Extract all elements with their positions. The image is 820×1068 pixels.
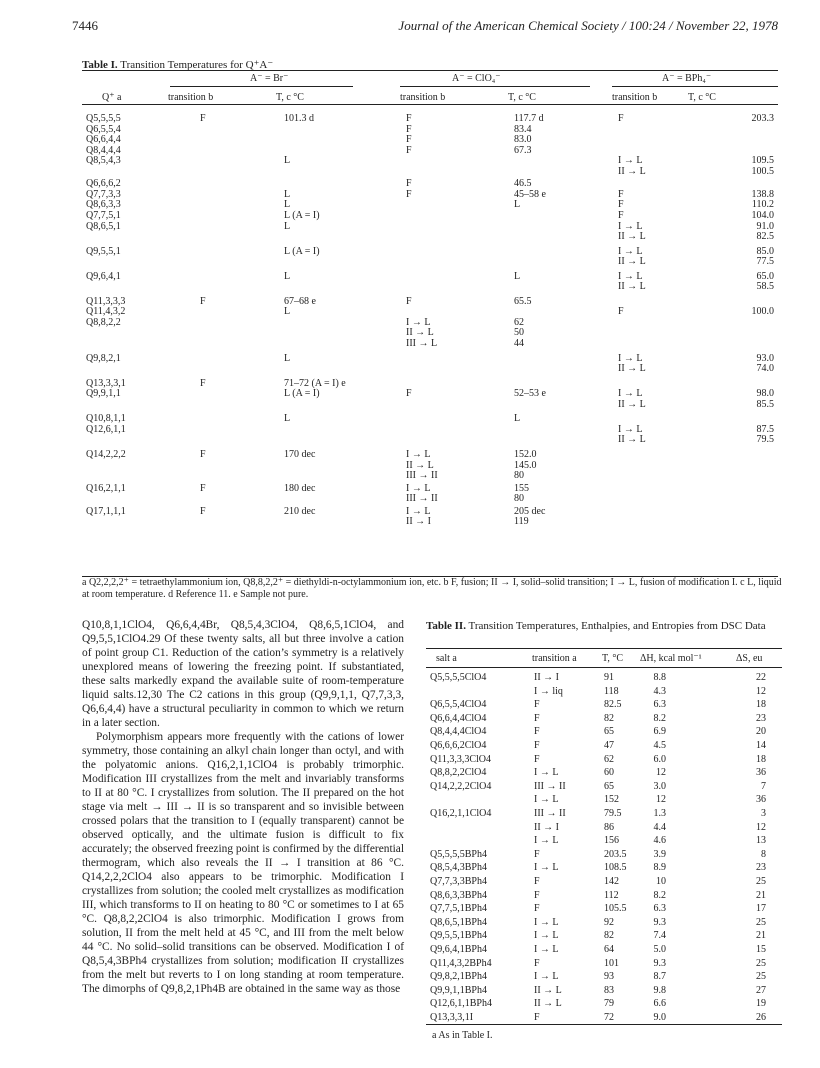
table1-bph4-temp: 65.0 (756, 270, 774, 282)
table2-col-header: salt a (436, 653, 457, 664)
table2-caption (426, 620, 780, 633)
table2-transition: III → II (534, 808, 566, 819)
table1-clo4-temp: L (514, 413, 521, 425)
table1-clo4-temp: 155 (514, 482, 529, 494)
table1-group-header: A⁻ = Br⁻ (250, 73, 289, 84)
table1-clo4-temp: 50 (514, 327, 524, 339)
table2-transition: II → L (534, 984, 562, 996)
table1-br-transition: F (200, 113, 206, 124)
table2-enthalpy: 6.6 (653, 998, 666, 1010)
table2-entropy: 21 (756, 930, 766, 942)
table1-bph4-transition: I → L (618, 245, 643, 257)
body-paragraph-2: Polymorphism appears more frequently with the cations of lower symmetry, those containing an alkyl chain longer than octyl, and with the polyatomic anions. Q16,2,1,1ClO4 is probably trimorphic. Modification III crystallizes from the melt and invariably transforms to II at 80 °C. I crystallizes from solution. The II prepared on the hot stage via melt → III → II is so transparent and so invisible between crossed polars that the transition to I (equally transparent) cannot be observed optically, and the ultimate fusion is difficult to fix accurately; the observed freezing point is confirmed by the differential thermogram, which also reveals the II → I transition at 86 °C. Q14,2,2,2ClO4 also appears to be trimorphic. Modification I crystallizes from solution; the cooled melt crystallizes as modification III, which transforms to II on heating to 80 °C or sometimes to I at 65 °C. Q8,8,2,2ClO4 is also trimorphic. Modification I grows from solution, II from the melt held at 45 °C, and III from the melt below 44 °C. No solid–solid transitions can be observed. Modification I of Q8,5,4,3BPh4 crystallizes from solution; modification II crystallizes from the melt but reverts to I on long standing at room temperature. The dimorphs of Q9,8,2,1Ph4B are obtained in the same way as those (82, 731, 404, 995)
table2-enthalpy: 3.9 (653, 848, 666, 860)
table1-br-temp: L (284, 352, 291, 364)
table2-transition: F (534, 753, 540, 765)
table2-transition: F (534, 957, 540, 969)
table1-group-rule (612, 86, 778, 87)
table2-entropy: 15 (756, 944, 766, 955)
table2-temp: 79 (604, 998, 614, 1010)
table2-entropy: 27 (756, 984, 766, 996)
table1-bph4-temp: 85.5 (756, 398, 774, 410)
table2-transition: F (534, 889, 540, 901)
table1-clo4-transition: F (406, 388, 412, 400)
table2-enthalpy: 5.0 (653, 944, 666, 955)
table1-clo4-transition: II → I (406, 516, 431, 528)
table1-br-transition: F (200, 448, 206, 460)
table1-clo4-temp: 80 (514, 470, 524, 482)
table1 (82, 70, 778, 577)
table2-temp: 64 (604, 944, 614, 955)
table1-br-temp: L (A = I) (284, 245, 320, 257)
table2-transition: I → L (534, 794, 559, 806)
table1-bph4-transition: F (618, 306, 624, 318)
table1-title: Transition Temperatures for Q⁺A⁻ (120, 59, 274, 71)
table2-salt: Q11,4,3,2BPh4 (430, 957, 492, 969)
table2-entropy: 36 (756, 794, 766, 806)
table2-transition: I → L (534, 944, 559, 955)
table2-entropy: 21 (756, 889, 766, 901)
table1-bph4-temp: 110.2 (751, 199, 774, 211)
table1-br-transition: F (200, 505, 206, 517)
table1-header-rule (82, 104, 778, 105)
table2-title: Transition Temperatures, Enthalpies, and Entropies from DSC Data (468, 620, 766, 632)
table2-transition: I → L (534, 862, 559, 874)
table2-enthalpy: 3.0 (653, 780, 666, 792)
table1-bph4-temp: 138.8 (751, 188, 774, 200)
table1-bph4-transition: F (618, 188, 624, 200)
table1-clo4-temp: L (514, 270, 521, 282)
table2-temp: 47 (604, 740, 614, 751)
table2-enthalpy: 9.3 (653, 916, 666, 928)
table1-clo4-temp: 119 (514, 516, 529, 528)
table1-bph4-temp: 104.0 (751, 209, 774, 221)
table2-temp: 93 (604, 971, 614, 983)
table1-bph4-transition: II → L (618, 281, 646, 293)
table1-clo4-temp: 145.0 (514, 459, 537, 471)
table2-enthalpy: 4.6 (653, 835, 666, 847)
table1-bph4-temp: 79.5 (756, 434, 774, 446)
table2-transition: F (534, 712, 540, 724)
table2-temp: 108.5 (604, 862, 627, 874)
table1-cation: Q6,5,5,4 (86, 123, 121, 135)
table2-entropy: 20 (756, 726, 766, 738)
table2-salt: Q11,3,3,3ClO4 (430, 753, 492, 765)
table2-transition: F (534, 848, 540, 860)
table1-col-transition: transition b (612, 92, 658, 103)
table1-bph4-temp: 109.5 (751, 155, 774, 167)
table2-temp: 92 (604, 916, 614, 928)
table2-header-rule (426, 667, 782, 668)
table1-col-temp: T, c °C (688, 92, 716, 103)
table1-clo4-temp: 67.3 (514, 144, 532, 156)
table2-enthalpy: 8.8 (653, 672, 666, 683)
table2-transition: F (534, 903, 540, 915)
table2-enthalpy: 4.3 (653, 685, 666, 697)
table2-salt: Q7,7,5,1BPh4 (430, 903, 487, 915)
table2-transition: III → II (534, 780, 566, 792)
table1-clo4-temp: 45–58 e (514, 188, 546, 200)
table2-salt: Q8,4,4,4ClO4 (430, 726, 487, 738)
table1-clo4-temp: 83.4 (514, 123, 532, 135)
table2-salt: Q6,6,4,4ClO4 (430, 712, 487, 724)
table1-col-temp: T, c °C (508, 92, 536, 103)
table2-entropy: 23 (756, 862, 766, 874)
table2-transition: F (534, 740, 540, 751)
table2-entropy: 25 (756, 876, 766, 887)
table2-temp: 118 (604, 685, 619, 697)
table2-temp: 82.5 (604, 699, 622, 711)
table2-enthalpy: 8.2 (653, 889, 666, 901)
table2-entropy: 25 (756, 971, 766, 983)
table1-br-temp: 180 dec (284, 482, 316, 494)
table2-transition: II → I (534, 821, 559, 833)
table1-clo4-transition: F (406, 134, 412, 146)
table2-temp: 203.5 (604, 848, 627, 860)
table2-temp: 101 (604, 957, 619, 969)
table2-salt: Q9,5,5,1BPh4 (430, 930, 487, 942)
table1-clo4-transition: F (406, 123, 412, 135)
table2-entropy: 3 (761, 808, 766, 819)
table1-br-temp: L (284, 270, 291, 282)
table1-cation: Q8,4,4,4 (86, 144, 121, 156)
table2-temp: 62 (604, 753, 614, 765)
table1-clo4-transition: II → L (406, 459, 434, 471)
table2-col-header: T, °C (602, 653, 624, 664)
table2-temp: 105.5 (604, 903, 627, 915)
table2-salt: Q16,2,1,1ClO4 (430, 808, 492, 819)
table2-transition: I → L (534, 916, 559, 928)
table1-clo4-transition: I → L (406, 482, 431, 494)
table1-cation: Q6,6,4,4 (86, 134, 121, 146)
table1-bph4-temp: 91.0 (756, 220, 774, 232)
table1-bph4-transition: I → L (618, 270, 643, 282)
table1-br-temp: 67–68 e (284, 295, 316, 307)
table2-temp: 83 (604, 984, 614, 996)
table2-entropy: 17 (756, 903, 766, 915)
table1-bph4-transition: I → L (618, 352, 643, 364)
table2-entropy: 18 (756, 699, 766, 711)
table2-salt: Q8,6,3,3BPh4 (430, 889, 487, 901)
table1-bph4-transition: II → L (618, 434, 646, 446)
table1-bph4-temp: 100.0 (751, 306, 774, 318)
table2-salt: Q12,6,1,1BPh4 (430, 998, 492, 1010)
table1-bph4-transition: II → L (618, 256, 646, 268)
table1-clo4-transition: F (406, 113, 412, 124)
body-text (82, 618, 404, 996)
table1-footnote: a Q2,2,2,2⁺ = tetraethylammonium ion, Q8,8,2,2⁺ = diethyldi-n-octylammonium ion, etc. b F, fusion; II → I, solid–solid transition; I → L, fusion of modification I. c L, liquid at room temperature. d Reference 11. e Sample not pure. (82, 577, 782, 600)
table2-transition: II → I (534, 672, 559, 683)
table2-salt: Q9,6,4,1BPh4 (430, 944, 487, 955)
table1-clo4-temp: 83.0 (514, 134, 532, 146)
running-header: Journal of the American Chemical Society / 100:24 / November 22, 1978 (398, 18, 778, 33)
table2-enthalpy: 9.0 (653, 1012, 666, 1023)
table2-enthalpy: 4.4 (653, 821, 666, 833)
table1-bph4-transition: I → L (618, 388, 643, 400)
table1-br-temp: L (284, 220, 291, 232)
table2-salt: Q6,5,5,4ClO4 (430, 699, 487, 711)
table2-entropy: 12 (756, 685, 766, 697)
table1-clo4-transition: I → L (406, 316, 431, 328)
table2 (426, 648, 782, 1025)
table1-clo4-transition: F (406, 144, 412, 156)
table2-transition: I → liq (534, 685, 563, 697)
table2-entropy: 12 (756, 821, 766, 833)
table1-br-temp: 71–72 (A = I) e (284, 377, 346, 389)
table1-cation: Q8,5,4,3 (86, 155, 121, 167)
table2-col-header: ΔH, kcal mol⁻¹ (640, 653, 702, 664)
table2-enthalpy: 6.3 (653, 699, 666, 711)
table1-br-temp: L (A = I) (284, 209, 320, 221)
table1-clo4-transition: F (406, 188, 412, 200)
table2-label: Table II. (426, 620, 466, 632)
table1-group-rule (400, 86, 590, 87)
table1-cation: Q8,8,2,2 (86, 316, 121, 328)
table2-transition: F (534, 876, 540, 887)
table2-salt: Q7,7,3,3BPh4 (430, 876, 487, 887)
table2-temp: 65 (604, 780, 614, 792)
table1-bph4-transition: II → L (618, 363, 646, 375)
table2-salt: Q8,5,4,3BPh4 (430, 862, 487, 874)
table2-salt: Q5,5,5,5BPh4 (430, 848, 487, 860)
table1-clo4-temp: 52–53 e (514, 388, 546, 400)
table1-clo4-transition: III → L (406, 338, 438, 349)
table2-enthalpy: 12 (656, 794, 666, 806)
table1-bph4-transition: F (618, 199, 624, 211)
table1-clo4-transition: F (406, 178, 412, 190)
table2-temp: 112 (604, 889, 619, 901)
table1-clo4-temp: 46.5 (514, 178, 532, 190)
table1-bph4-temp: 93.0 (756, 352, 774, 364)
table1-group-header: A⁻ = ClO₄⁻ (452, 73, 501, 84)
table1-clo4-temp: 44 (514, 338, 524, 349)
table2-enthalpy: 9.3 (653, 957, 666, 969)
table1-bph4-transition: II → L (618, 398, 646, 410)
table1-cation: Q17,1,1,1 (86, 505, 126, 517)
table1-cation: Q9,9,1,1 (86, 388, 121, 400)
table1-group-header: A⁻ = BPh₄⁻ (662, 73, 712, 84)
table2-col-header: transition a (532, 653, 577, 664)
table2-entropy: 23 (756, 712, 766, 724)
table2-entropy: 7 (761, 780, 766, 792)
table1-bph4-temp: 100.5 (751, 165, 774, 177)
table1-cation: Q16,2,1,1 (86, 482, 126, 494)
table1-cation: Q11,4,3,2 (86, 306, 126, 318)
table1-br-transition: F (200, 482, 206, 494)
table2-enthalpy: 8.2 (653, 712, 666, 724)
table1-cation: Q9,8,2,1 (86, 352, 121, 364)
table2-enthalpy: 6.0 (653, 753, 666, 765)
table1-br-temp: L (284, 199, 291, 211)
table2-salt: Q14,2,2,2ClO4 (430, 780, 492, 792)
table1-br-temp: L (284, 188, 291, 200)
table1-bph4-temp: 98.0 (756, 388, 774, 400)
table2-entropy: 26 (756, 1012, 766, 1023)
table2-entropy: 22 (756, 672, 766, 683)
table2-temp: 60 (604, 767, 614, 779)
table1-bph4-transition: II → L (618, 165, 646, 177)
table1-bph4-temp: 74.0 (756, 363, 774, 375)
table2-footnote: a As in Table I. (432, 1030, 493, 1041)
table2-enthalpy: 12 (656, 767, 666, 779)
table2-enthalpy: 8.7 (653, 971, 666, 983)
table2-salt: Q5,5,5,5ClO4 (430, 672, 487, 683)
table2-col-header: ΔS, eu (736, 653, 763, 664)
table1-clo4-temp: L (514, 199, 521, 211)
table2-entropy: 18 (756, 753, 766, 765)
table1-cation: Q9,5,5,1 (86, 245, 121, 257)
table2-transition: F (534, 699, 540, 711)
table2-transition: I → L (534, 971, 559, 983)
table1-cation: Q9,6,4,1 (86, 270, 121, 282)
table1-clo4-temp: 80 (514, 493, 524, 505)
table2-entropy: 36 (756, 767, 766, 779)
table1-cation: Q12,6,1,1 (86, 423, 126, 435)
table2-temp: 86 (604, 821, 614, 833)
table1-br-temp: 101.3 d (284, 113, 314, 124)
table2-salt: Q6,6,6,2ClO4 (430, 740, 487, 751)
table1-cation: Q14,2,2,2 (86, 448, 126, 460)
table2-entropy: 19 (756, 998, 766, 1010)
table1-clo4-temp: 117.7 d (514, 113, 544, 124)
table1-clo4-transition: I → L (406, 448, 431, 460)
table1-group-rule (170, 86, 353, 87)
table2-salt: Q9,9,1,1BPh4 (430, 984, 487, 996)
table1-br-temp: L (284, 413, 291, 425)
table2-temp: 142 (604, 876, 619, 887)
table1-clo4-transition: I → L (406, 505, 431, 517)
table1-col-transition: transition b (168, 92, 214, 103)
table1-br-temp: 170 dec (284, 448, 316, 460)
table1-cation: Q7,7,3,3 (86, 188, 121, 200)
table1-bph4-transition: F (618, 209, 624, 221)
table1-bph4-transition: F (618, 113, 624, 124)
table1-br-temp: L (A = I) (284, 388, 320, 400)
table1-clo4-transition: F (406, 295, 412, 307)
table1-label: Table I. (82, 59, 118, 71)
table1-br-transition: F (200, 295, 206, 307)
table1-col-temp: T, c °C (276, 92, 304, 103)
table2-temp: 72 (604, 1012, 614, 1023)
table2-temp: 152 (604, 794, 619, 806)
table2-entropy: 14 (756, 740, 766, 751)
table1-cation: Q13,3,3,1 (86, 377, 126, 389)
table1-clo4-transition: III → II (406, 493, 438, 505)
table2-temp: 65 (604, 726, 614, 738)
table1-clo4-temp: 152.0 (514, 448, 537, 460)
table2-enthalpy: 9.8 (653, 984, 666, 996)
table2-transition: I → L (534, 930, 559, 942)
page-number: 7446 (72, 18, 98, 33)
table1-bph4-temp: 58.5 (756, 281, 774, 293)
table2-salt: Q8,8,2,2ClO4 (430, 767, 487, 779)
table2-enthalpy: 6.3 (653, 903, 666, 915)
table2-salt: Q13,3,3,1I (430, 1012, 474, 1023)
table2-transition: F (534, 1012, 540, 1023)
table2-transition: I → L (534, 835, 559, 847)
table2-transition: F (534, 726, 540, 738)
table1-cation: Q8,6,3,3 (86, 199, 121, 211)
table1-br-temp: L (284, 306, 291, 318)
table1-clo4-transition: II → L (406, 327, 434, 339)
table1-bph4-temp: 82.5 (756, 231, 774, 243)
table1-bph4-temp: 85.0 (756, 245, 774, 257)
table1-clo4-temp: 205 dec (514, 505, 546, 517)
table1-bph4-temp: 203.3 (751, 113, 774, 124)
table1-clo4-temp: 65.5 (514, 295, 532, 307)
table1-bph4-transition: I → L (618, 423, 643, 435)
table2-enthalpy: 4.5 (653, 740, 666, 751)
table1-col-q: Q⁺ a (102, 92, 122, 103)
table2-temp: 79.5 (604, 808, 622, 819)
table1-br-temp: 210 dec (284, 505, 316, 517)
table1-cation: Q7,7,5,1 (86, 209, 121, 221)
table1-br-temp: L (284, 155, 291, 167)
table1-cation: Q6,6,6,2 (86, 178, 121, 190)
table1-bph4-temp: 87.5 (756, 423, 774, 435)
table1-col-transition: transition b (400, 92, 446, 103)
table2-enthalpy: 8.9 (653, 862, 666, 874)
table2-temp: 82 (604, 930, 614, 942)
table2-salt: Q9,8,2,1BPh4 (430, 971, 487, 983)
table1-cation: Q5,5,5,5 (86, 113, 121, 124)
table1-bph4-transition: I → L (618, 155, 643, 167)
table1-bph4-temp: 77.5 (756, 256, 774, 268)
table2-enthalpy: 1.3 (653, 808, 666, 819)
table1-cation: Q8,6,5,1 (86, 220, 121, 232)
table2-enthalpy: 6.9 (653, 726, 666, 738)
table2-transition: II → L (534, 998, 562, 1010)
table2-entropy: 13 (756, 835, 766, 847)
table2-temp: 82 (604, 712, 614, 724)
table1-cation: Q10,8,1,1 (86, 413, 126, 425)
table1-cation: Q11,3,3,3 (86, 295, 126, 307)
table2-entropy: 25 (756, 916, 766, 928)
table2-entropy: 25 (756, 957, 766, 969)
table1-br-transition: F (200, 377, 206, 389)
table1-bph4-transition: I → L (618, 220, 643, 232)
table2-temp: 156 (604, 835, 619, 847)
table2-transition: I → L (534, 767, 559, 779)
table1-clo4-temp: 62 (514, 316, 524, 328)
table1-bph4-transition: II → L (618, 231, 646, 243)
table2-temp: 91 (604, 672, 614, 683)
table2-salt: Q8,6,5,1BPh4 (430, 916, 487, 928)
table2-enthalpy: 7.4 (653, 930, 666, 942)
table1-clo4-transition: III → II (406, 470, 438, 482)
body-paragraph-1: Q10,8,1,1ClO4, Q6,6,4,4Br, Q8,5,4,3ClO4, Q8,6,5,1ClO4, and Q9,5,5,1ClO4.29 Of these twenty salts, all but three involve a cation of point group C1. Reduction of the cation’s symmetry is a relatively unexplored means of lowering the freezing point. If substantiated, these salts markedly expand the available suite of room-temperature liquid salts.12,30 The C2 cations in this group (Q9,9,1,1, Q7,7,3,3, Q6,6,4,4) have a structural peculiarity in common to which we return in a later section. (82, 619, 404, 729)
table2-enthalpy: 10 (656, 876, 666, 887)
table2-entropy: 8 (761, 848, 766, 860)
